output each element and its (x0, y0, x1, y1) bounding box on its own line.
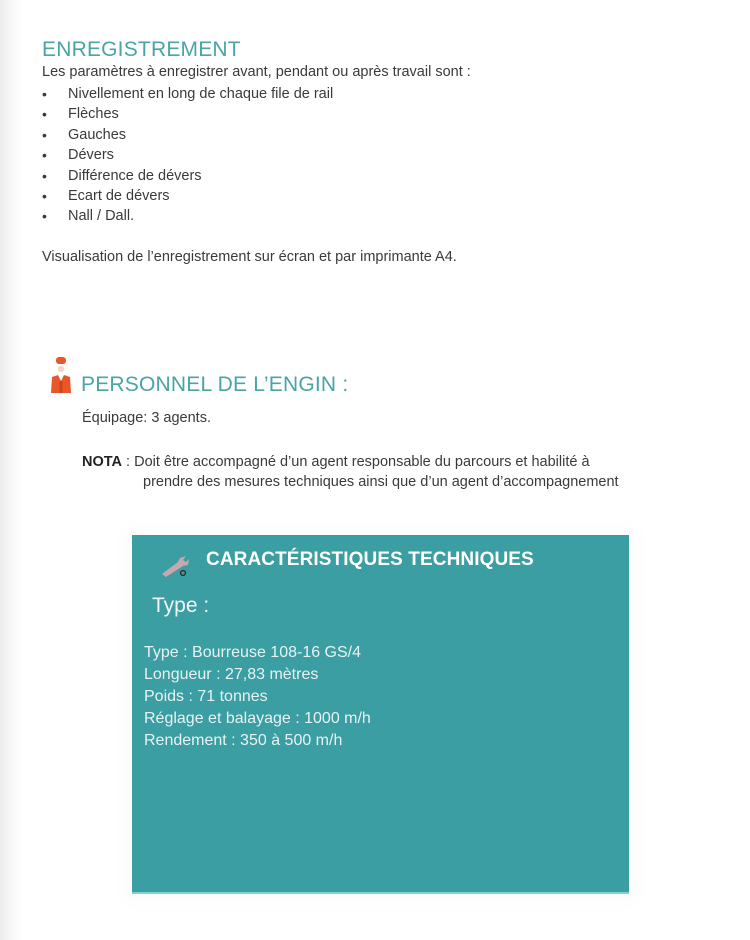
section-title-personnel: PERSONNEL DE L’ENGIN : (81, 373, 349, 396)
list-item-text: Nivellement en long de chaque file de rail (68, 86, 334, 102)
list-item-text: Ecart de dévers (68, 188, 170, 205)
equipage-text: Équipage: 3 agents. (82, 410, 211, 426)
spec-item: Rendement : 350 à 500 m/h (144, 732, 343, 749)
type-heading: Type : (152, 594, 210, 617)
list-item-text: Différence de dévers (68, 167, 202, 184)
nota-text-line1: : Doit être accompagné d’un agent responsable du parcours et habilité à (122, 454, 590, 470)
spec-item: Type : Bourreuse 108-16 GS/4 (144, 644, 362, 661)
bullet-icon: • (42, 208, 47, 225)
list-item (42, 145, 333, 165)
list-item-text: Flèches (68, 106, 119, 123)
list-item (42, 206, 333, 226)
wrench-icon (158, 550, 192, 580)
bullet-icon: • (42, 126, 47, 143)
list-item (42, 125, 333, 145)
bullet-icon: • (42, 106, 47, 123)
list-item (42, 104, 333, 124)
nota-block (82, 452, 619, 492)
bullet-icon: • (42, 188, 47, 205)
nota-text-line2: prendre des mesures techniques ainsi que d’un agent d’accompagnement (143, 474, 619, 490)
technical-specs-box (132, 535, 629, 894)
technical-specs-title: CARACTÉRISTIQUES TECHNIQUES (206, 549, 534, 570)
spec-item: Réglage et balayage : 1000 m/h (144, 710, 371, 727)
safety-vest-icon (50, 355, 72, 395)
enregistrement-intro: Les paramètres à enregistrer avant, pendant ou après travail sont : (42, 64, 471, 80)
bullet-icon: • (42, 86, 47, 102)
spec-item: Poids : 71 tonnes (144, 688, 268, 705)
list-item-text: Nall / Dall. (68, 208, 135, 225)
visualisation-text: Visualisation de l’enregistrement sur écran et par imprimante A4. (42, 249, 457, 265)
bullet-icon: • (42, 147, 47, 164)
bullet-icon: • (42, 167, 47, 184)
list-item (42, 166, 333, 186)
list-item-text: Gauches (68, 126, 127, 143)
list-item (42, 84, 333, 104)
nota-label: NOTA (82, 454, 123, 470)
section-title-enregistrement: ENREGISTREMENT (42, 38, 241, 61)
spec-item: Longueur : 27,83 mètres (144, 666, 319, 683)
parameters-list (42, 84, 333, 227)
list-item-text: Dévers (68, 147, 114, 164)
specs-list (144, 642, 371, 752)
list-item (42, 186, 333, 206)
